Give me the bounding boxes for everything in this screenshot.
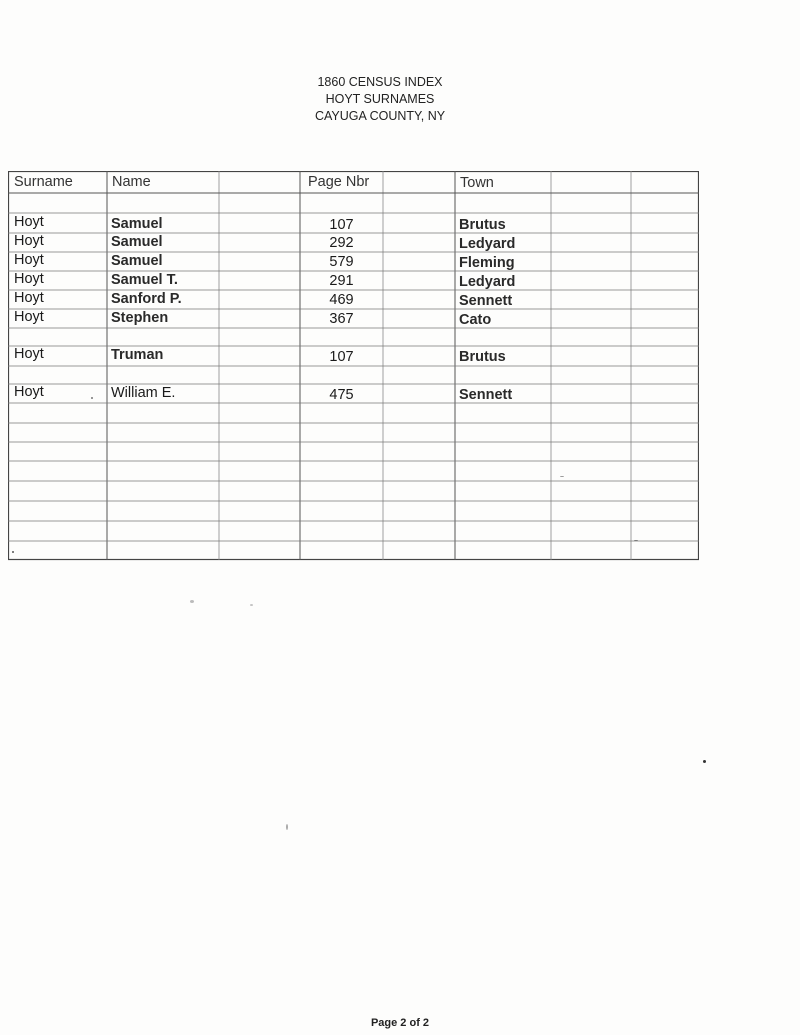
row-7-page-nbr: 107: [329, 349, 354, 365]
census-table: [8, 171, 699, 561]
row-4-surname: Hoyt: [14, 271, 44, 287]
row-3-town: Fleming: [459, 255, 515, 271]
row-8-surname: Hoyt: [14, 384, 44, 400]
row-6-page-nbr: 367: [329, 311, 354, 327]
row-6-surname: Hoyt: [14, 309, 44, 325]
row-1-surname: Hoyt: [14, 214, 44, 230]
row-4-name: Samuel T.: [111, 272, 178, 288]
header-page-nbr: Page Nbr: [308, 174, 370, 190]
row-4-page-nbr: 291: [329, 273, 354, 289]
row-5-surname: Hoyt: [14, 290, 44, 306]
header-subtitle: HOYT SURNAMES: [325, 92, 435, 106]
scan-speck: [250, 604, 253, 606]
scan-speck: [190, 600, 194, 603]
row-1-town: Brutus: [459, 217, 506, 233]
row-2-name: Samuel: [111, 234, 163, 250]
header-name: Name: [112, 174, 151, 190]
row-8-page-nbr: 475: [329, 387, 354, 403]
header-location: CAYUGA COUNTY, NY: [314, 109, 446, 123]
scan-speck: [12, 551, 14, 553]
document-header: [300, 74, 460, 125]
row-7-name: Truman: [111, 347, 164, 363]
row-8-name: William E.: [111, 385, 176, 401]
row-5-page-nbr: 469: [329, 292, 354, 308]
row-2-town: Ledyard: [459, 236, 516, 252]
header-town: Town: [460, 175, 494, 191]
row-5-name: Sanford P.: [111, 291, 182, 307]
row-7-town: Brutus: [459, 349, 506, 365]
scan-speck: [634, 540, 638, 541]
row-7-surname: Hoyt: [14, 346, 44, 362]
header-surname: Surname: [14, 174, 73, 190]
row-3-page-nbr: 579: [329, 254, 354, 270]
row-1-name: Samuel: [111, 216, 163, 232]
page-footer: Page 2 of 2: [370, 1017, 430, 1029]
row-6-name: Stephen: [111, 310, 169, 326]
row-6-town: Cato: [459, 312, 492, 328]
row-3-name: Samuel: [111, 253, 163, 269]
scan-speck: [703, 760, 706, 763]
scan-speck: [91, 397, 93, 399]
row-2-page-nbr: 292: [329, 235, 354, 251]
header-title: 1860 CENSUS INDEX: [317, 75, 443, 89]
row-1-page-nbr: 107: [329, 217, 354, 233]
row-8-town: Sennett: [459, 387, 513, 403]
row-2-surname: Hoyt: [14, 233, 44, 249]
row-3-surname: Hoyt: [14, 252, 44, 268]
row-4-town: Ledyard: [459, 274, 516, 290]
scan-speck: [560, 476, 564, 477]
scan-speck: [286, 824, 288, 830]
row-5-town: Sennett: [459, 293, 513, 309]
